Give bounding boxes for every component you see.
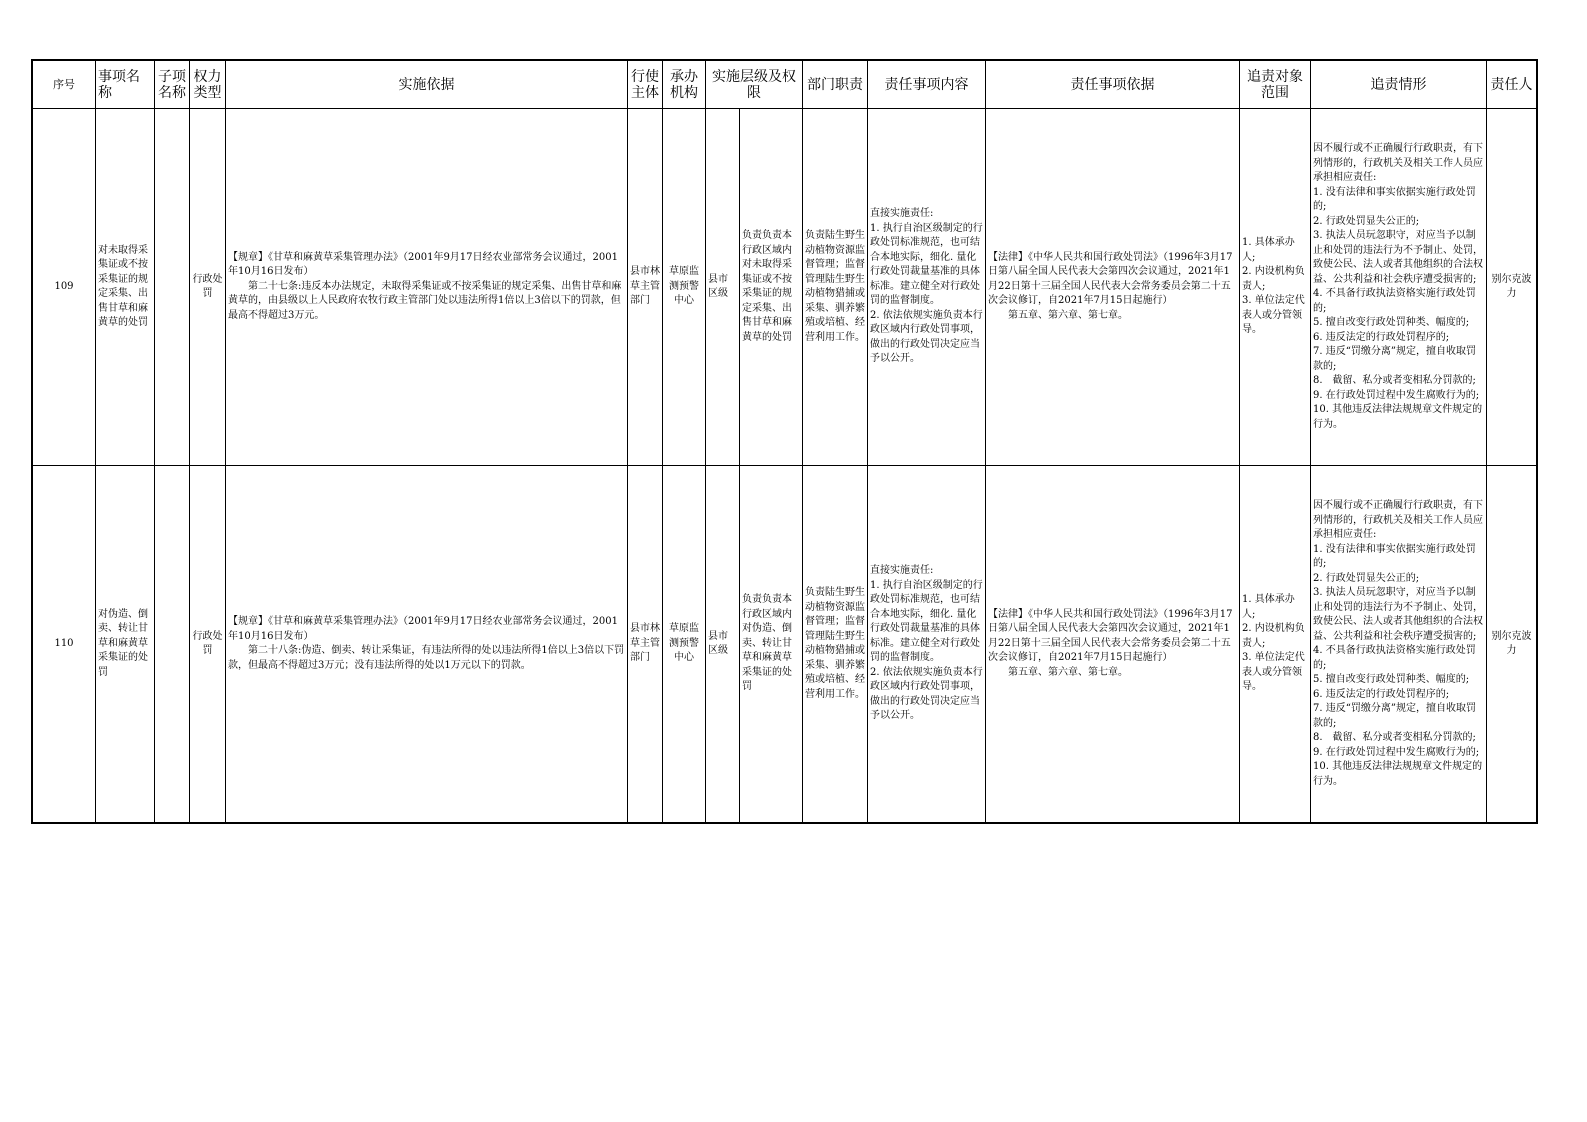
- header-item-name: 事项名称: [96, 61, 155, 109]
- situation-line: 7. 违反“罚缴分离”规定，擅自收取罚款的;: [1313, 703, 1476, 729]
- resp-content-line: 2. 依法依规实施负责本行政区域内行政处罚事项，做出的行政处罚决定应当予以公开。: [870, 666, 983, 722]
- situation-line: 10. 其他违反法律法规规章文件规定的行为。: [1313, 761, 1483, 787]
- situation-line: 3. 执法人员玩忽职守，对应当予以制止和处罚的违法行为不予制止、处罚，致使公民、法人或者其他组织的合法权益、公共利益和社会秩序遭受损害的;: [1313, 230, 1483, 285]
- basis-source: 【规章】《甘草和麻黄草采集管理办法》（2001年9月17日经农业部常务会议通过，2001年10月16日发布）: [228, 251, 618, 278]
- resp-content-line: 直接实施责任:: [870, 565, 934, 577]
- situation-line: 9. 在行政处罚过程中发生腐败行为的;: [1313, 746, 1480, 758]
- header-basis: 实施依据: [226, 61, 628, 109]
- basis-article: 第二十八条:伪造、倒卖、转让采集证，有违法所得的处以违法所得1倍以上3倍以下罚款，但最高不得超过3万元；没有违法所得的处以1万元以下的罚款。: [228, 645, 625, 671]
- header-subject: 行使主体: [628, 61, 663, 109]
- cell-power-type: 行政处罚: [190, 109, 226, 466]
- header-row: [33, 61, 1537, 109]
- resp-content-line: 1. 执行自治区级制定的行政处罚标准规范，也可结合本地实际，细化. 量化行政处罚裁量基准的具体标准。建立健全对行政处罚的监督制度。: [870, 222, 983, 307]
- cell-authority: 负责负责本行政区域内对伪造、倒卖、转让甘草和麻黄草采集证的处罚: [740, 466, 803, 823]
- cell-resp-content: [868, 466, 986, 823]
- situation-line: 2. 行政处罚显失公正的;: [1313, 572, 1420, 584]
- cell-resp-basis: [986, 109, 1240, 466]
- basis-article: 第二十七条:违反本办法规定，未取得采集证或不按采集证的规定采集、出售甘草和麻黄草的，由县级以上人民政府农牧行政主管部门处以违法所得1倍以上3倍以下的罚款，但最高不得超过3万元。: [228, 280, 622, 321]
- situation-line: 6. 违反法定的行政处罚程序的;: [1313, 331, 1450, 343]
- cell-org: 草原监测预警中心: [663, 466, 706, 823]
- cell-duty: 负责陆生野生动植物资源监督管理；监督管理陆生野生动植物猎捕或采集、驯养繁殖或培植、经营利用工作。: [803, 466, 868, 823]
- resp-content-line: 1. 执行自治区级制定的行政处罚标准规范，也可结合本地实际，细化. 量化行政处罚裁量基准的具体标准。建立健全对行政处罚的监督制度。: [870, 579, 983, 664]
- scope-line: 3. 单位法定代表人或分管领导。: [1242, 295, 1305, 336]
- basis-source: 【规章】《甘草和麻黄草采集管理办法》（2001年9月17日经农业部常务会议通过，2001年10月16日发布）: [228, 616, 618, 642]
- header-resp-content: 责任事项内容: [868, 61, 986, 109]
- scope-line: 1. 具体承办人;: [1242, 594, 1295, 620]
- situation-line: 5. 擅自改变行政处罚种类、幅度的;: [1313, 674, 1470, 685]
- cell-situation: [1311, 109, 1487, 466]
- table-row: [33, 466, 1537, 823]
- resp-basis-source: 【法律】《中华人民共和国行政处罚法》（1996年3月17日第八届全国人民代表大会第四次会议通过，2021年1月22日第十三届全国人民代表大会常务委员会第二十五次会议修订，自2021年7月15日起施行）: [988, 251, 1233, 307]
- header-level: 实施层级及权限: [706, 61, 803, 109]
- header-sub-name: 子项名称: [155, 61, 190, 109]
- cell-subject: 县市林草主管部门: [628, 109, 663, 466]
- situation-line: 7. 违反“罚缴分离”规定，擅自收取罚款的;: [1313, 346, 1476, 372]
- cell-person: 别尔克波力: [1487, 109, 1537, 466]
- resp-basis-chapters: 第五章、第六章、第七章。: [1008, 309, 1128, 321]
- header-org: 承办机构: [663, 61, 706, 109]
- header-resp-basis: 责任事项依据: [986, 61, 1240, 109]
- situation-line: 因不履行或不正确履行行政职责，有下列情形的，行政机关及相关工作人员应承担相应责任:: [1313, 143, 1483, 183]
- header-person: 责任人: [1487, 61, 1537, 109]
- header-situation: 追责情形: [1311, 61, 1487, 109]
- situation-line: 6. 违反法定的行政处罚程序的;: [1313, 688, 1450, 700]
- cell-situation: [1311, 466, 1487, 823]
- table-row: [33, 109, 1537, 466]
- header-scope: 追责对象范围: [1240, 61, 1311, 109]
- cell-sub-name: [155, 466, 190, 823]
- responsibility-table: [32, 60, 1537, 823]
- situation-line: 8. 截留、私分或者变相私分罚款的;: [1313, 732, 1476, 743]
- cell-level: 县市区级: [706, 466, 740, 823]
- cell-level: 县市区级: [706, 109, 740, 466]
- cell-item-name: 对伪造、倒卖、转让甘草和麻黄草采集证的处罚: [96, 466, 155, 823]
- cell-resp-content: [868, 109, 986, 466]
- cell-org: 草原监测预警中心: [663, 109, 706, 466]
- resp-basis-chapters: 第五章、第六章、第七章。: [1008, 666, 1128, 678]
- scope-line: 2. 内设机构负责人;: [1242, 266, 1305, 292]
- cell-sub-name: [155, 109, 190, 466]
- situation-line: 3. 执法人员玩忽职守，对应当予以制止和处罚的违法行为不予制止、处罚，致使公民、法人或者其他组织的合法权益、公共利益和社会秩序遭受损害的;: [1313, 587, 1483, 642]
- cell-scope: [1240, 466, 1311, 823]
- situation-line: 4. 不具备行政执法资格实施行政处罚的;: [1313, 645, 1476, 671]
- resp-content-line: 2. 依法依规实施负责本行政区域内行政处罚事项，做出的行政处罚决定应当予以公开。: [870, 309, 983, 365]
- cell-item-name: 对未取得采集证或不按采集证的规定采集、出售甘草和麻黄草的处罚: [96, 109, 155, 466]
- header-seq: 序号: [33, 61, 96, 109]
- situation-line: 5. 擅自改变行政处罚种类、幅度的;: [1313, 317, 1470, 328]
- situation-line: 10. 其他违反法律法规规章文件规定的行为。: [1313, 404, 1483, 430]
- cell-person: 别尔克波力: [1487, 466, 1537, 823]
- situation-line: 8. 截留、私分或者变相私分罚款的;: [1313, 375, 1476, 386]
- cell-basis: [226, 466, 628, 823]
- resp-content-line: 直接实施责任:: [870, 208, 934, 220]
- cell-seq: 109: [33, 109, 96, 466]
- situation-line: 1. 没有法律和事实依据实施行政处罚的;: [1313, 186, 1476, 212]
- situation-line: 因不履行或不正确履行行政职责，有下列情形的，行政机关及相关工作人员应承担相应责任:: [1313, 500, 1483, 540]
- scope-line: 1. 具体承办人;: [1242, 237, 1295, 263]
- header-duty: 部门职责: [803, 61, 868, 109]
- situation-line: 9. 在行政处罚过程中发生腐败行为的;: [1313, 389, 1480, 401]
- situation-line: 1. 没有法律和事实依据实施行政处罚的;: [1313, 543, 1476, 569]
- scope-line: 3. 单位法定代表人或分管领导。: [1242, 652, 1305, 693]
- cell-resp-basis: [986, 466, 1240, 823]
- cell-scope: [1240, 109, 1311, 466]
- scope-line: 2. 内设机构负责人;: [1242, 623, 1305, 649]
- cell-power-type: 行政处罚: [190, 466, 226, 823]
- cell-authority: 负责负责本行政区域内对未取得采集证或不按采集证的规定采集、出售甘草和麻黄草的处罚: [740, 109, 803, 466]
- cell-duty: 负责陆生野生动植物资源监督管理；监督管理陆生野生动植物猎捕或采集、驯养繁殖或培植、经营利用工作。: [803, 109, 868, 466]
- cell-subject: 县市林草主管部门: [628, 466, 663, 823]
- resp-basis-source: 【法律】《中华人民共和国行政处罚法》（1996年3月17日第八届全国人民代表大会第四次会议通过，2021年1月22日第十三届全国人民代表大会常务委员会第二十五次会议修订，自2021年7月15日起施行）: [988, 608, 1233, 664]
- situation-line: 4. 不具备行政执法资格实施行政处罚的;: [1313, 288, 1476, 314]
- cell-seq: 110: [33, 466, 96, 823]
- header-power-type: 权力类型: [190, 61, 226, 109]
- situation-line: 2. 行政处罚显失公正的;: [1313, 215, 1420, 227]
- cell-basis: [226, 109, 628, 466]
